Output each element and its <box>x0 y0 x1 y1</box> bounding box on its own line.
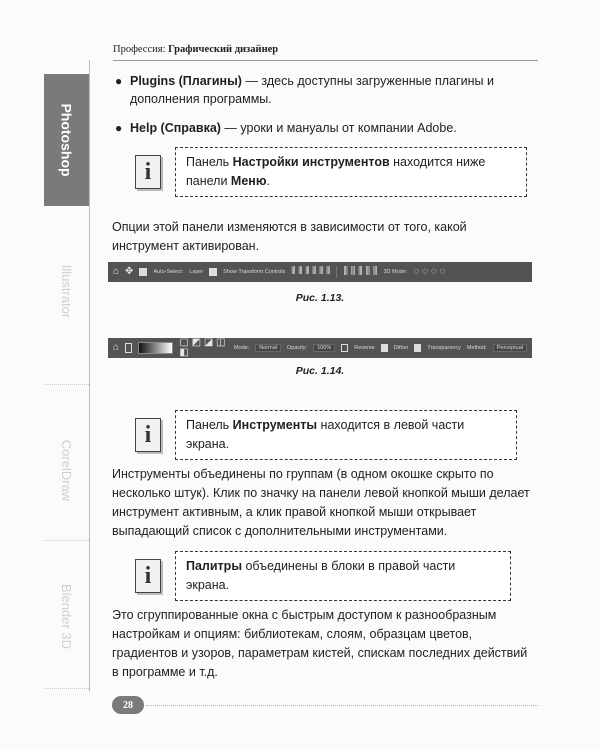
transparency-label: Transparency <box>427 345 461 351</box>
paragraph: Инструменты объединены по группам (в одном окошке скрыто по несколько штук). Клик по значку на панели левой кнопкой мыши делает инструмент активным, а клик правой кнопкой мыши открывает выпадающий список с дополнительными инструментами. <box>112 467 530 538</box>
header-title: Графический дизайнер <box>168 44 279 55</box>
divider <box>336 266 337 278</box>
side-tab-label: Illustrator <box>59 264 74 318</box>
side-tab-label: CorelDraw <box>59 439 74 501</box>
gradient-type-icons: ▢ ◩ ◪ ◫ ◧ <box>179 338 226 358</box>
home-icon: ⌂ <box>113 342 120 353</box>
options-bar-gradient <box>108 338 532 358</box>
note-callout <box>135 410 517 460</box>
page-number: 28 <box>112 696 144 714</box>
3d-mode-label: 3D Mode: <box>383 269 408 275</box>
gradient-swatch <box>138 342 173 354</box>
paragraph: Это сгруппированные окна с быстрым доступом к разнообразным настройкам и опциям: библиотекам, слоям, образцам цветов, градиентов и узоров, параметрам кистей, спискам последних действий в программе и т.д. <box>112 608 528 679</box>
note-callout <box>135 551 511 601</box>
side-tab-coreldraw <box>44 400 89 540</box>
reverse-label: Reverse <box>354 345 375 351</box>
options-bar-move <box>108 262 532 282</box>
side-tab-illustrator <box>44 226 89 356</box>
3d-icons: ◌ ◌ ◌ ◌ <box>413 266 446 277</box>
note-text: . <box>266 174 270 188</box>
list-item <box>112 72 532 108</box>
bullet-icon: ● <box>115 74 123 88</box>
dither-label: Dither <box>393 345 409 351</box>
bullet-list <box>112 72 532 148</box>
bullet-text: — уроки и мануалы от компании Adobe. <box>220 121 457 135</box>
bullet-term: Help (Справка) <box>130 121 221 135</box>
side-tab-label: Blender 3D <box>59 583 75 649</box>
home-icon: ⌂ <box>113 266 120 277</box>
note-bold: Меню <box>230 174 267 188</box>
note-text: находится ниже панели <box>186 155 486 188</box>
running-header <box>113 44 538 61</box>
info-icon: i <box>135 418 161 452</box>
bullet-icon: ● <box>115 121 123 135</box>
layer-select: Layer <box>189 269 204 275</box>
opacity-field: 100% <box>313 344 335 352</box>
method-label: Method: <box>466 345 487 351</box>
figure-caption: Рис. 1.14. <box>295 365 345 377</box>
note-text: находится в левой части экрана. <box>186 418 465 451</box>
note-text: Панель <box>186 155 233 169</box>
distribute-icons: ⫼ ⫼ ⫼ ⫼ ⫼ <box>343 266 378 277</box>
side-tab-label: Photoshop <box>58 103 75 177</box>
checkbox-icon <box>139 268 147 276</box>
side-divider <box>89 60 90 692</box>
note-box <box>175 551 511 601</box>
header-profession: Профессия: <box>113 44 166 55</box>
bullet-term: Plugins (Плагины) <box>130 74 242 88</box>
method-select: Perceptual <box>493 344 527 352</box>
note-bold: Палитры <box>186 559 242 573</box>
side-separator <box>44 688 89 689</box>
note-box <box>175 410 517 460</box>
mode-select: Normal <box>255 344 281 352</box>
note-box <box>175 147 527 197</box>
list-item <box>112 119 532 137</box>
transform-controls-label: Show Transform Controls <box>223 269 286 275</box>
auto-select-label: Auto-Select: <box>153 269 184 275</box>
gradient-tool-icon <box>125 343 132 353</box>
checkbox-icon <box>381 344 388 352</box>
align-icons: ⫴ ⫴ ⫴ ⫴ ⫴ ⫴ <box>291 266 331 277</box>
side-tab-blender <box>44 556 89 676</box>
note-text: Панель <box>186 418 233 432</box>
note-bold: Настройки инструментов <box>232 155 390 169</box>
side-separator <box>44 384 89 385</box>
opacity-label: Opacity: <box>287 345 308 351</box>
note-text: объединены в блоки в правой части экрана. <box>186 559 456 592</box>
info-icon: i <box>135 559 161 593</box>
note-bold: Инструменты <box>232 418 318 432</box>
checkbox-icon <box>209 268 217 276</box>
footer-rule <box>146 705 538 706</box>
checkbox-icon <box>341 344 348 352</box>
move-tool-icon: ✥ <box>125 266 134 277</box>
bullet-text: — здесь доступны загруженные плагины и дополнения программы. <box>130 74 494 106</box>
note-callout <box>135 147 527 197</box>
side-separator <box>44 540 89 541</box>
info-icon: i <box>135 155 161 189</box>
mode-label: Mode: <box>233 345 250 351</box>
figure-caption: Рис. 1.13. <box>295 292 345 304</box>
checkbox-icon <box>414 344 421 352</box>
side-tab-photoshop <box>44 74 89 206</box>
paragraph: Опции этой панели изменяются в зависимости от того, какой инструмент активирован. <box>112 220 467 253</box>
